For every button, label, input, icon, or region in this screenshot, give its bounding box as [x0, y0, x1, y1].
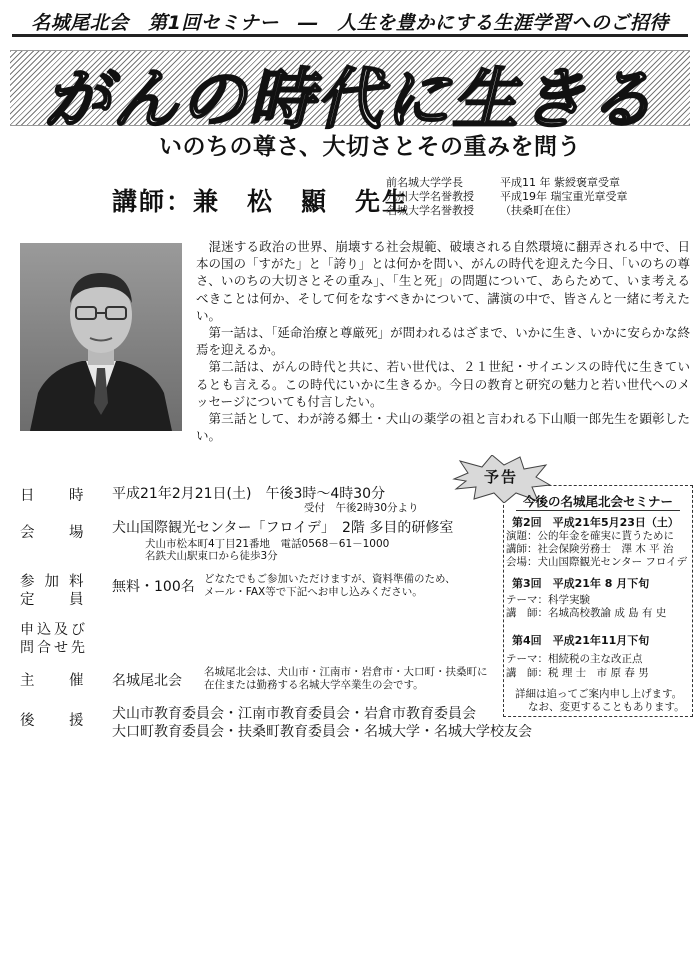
date-label: 日 時	[20, 488, 94, 504]
venue-name: 犬山国際観光センター「フロイデ」 2階 多目的研修室	[112, 520, 454, 536]
seminar-2-venue: 会場：犬山国際観光センター フロイデ	[506, 556, 688, 568]
intro-text	[196, 238, 690, 444]
fee-value: 無料・100名	[112, 579, 195, 595]
preview-title: 今後の名城尾北会セミナー	[522, 494, 673, 509]
seminar-3-speaker: 講 師：名城高校教諭 成 島 有 史	[506, 607, 667, 619]
lecturer-award: （扶桑町在住）	[500, 204, 577, 217]
lecturer-title: 前名城大学学長	[386, 176, 463, 189]
header-line: 名城尾北会 第1回セミナー ― 人生を豊かにする生涯学習へのご招待	[31, 12, 669, 34]
seminar-3-heading: 第3回 平成21年 8 月下旬	[512, 577, 650, 590]
preview-title-rule	[516, 510, 680, 511]
seminar-4-speaker: 講 師：税 理 士 市 原 春 男	[506, 667, 649, 679]
intro-paragraph: 第二話は、がんの時代と共に、若い世代は、２１世紀・サイエンスの時代に生きているとも言える。この時代にいかに生きるか。今日の教育と研究の魅力と若い世代へのメッセージについても付言したい。	[196, 359, 690, 409]
lecturer-title: 九州大学名誉教授	[386, 190, 474, 203]
reception-time: 受付 午後2時30分より	[304, 502, 419, 514]
preview-note: なお、変更することもあります。	[528, 701, 685, 713]
event-date: 平成21年2月21日(土) 午後3時～4時30分	[112, 486, 386, 502]
intro-paragraph: 第三話として、わが誇る郷土・犬山の薬学の祖と言われる下山順一郎先生を顕彰したい。	[196, 411, 690, 444]
lecturer-photo	[20, 243, 182, 431]
apply-label	[20, 621, 88, 657]
fee-note: どなたでもご参加いただけますが、資料準備のため、	[204, 573, 456, 585]
preview-note: 詳細は追ってご案内申し上げます。	[515, 688, 683, 700]
seminar-2-speaker: 講師：社会保険労務士 澤 木 平 治	[506, 543, 674, 555]
subtitle: いのちの尊さ、大切さとその重みを問う	[158, 134, 582, 160]
venue-address: 犬山市松本町4丁目21番地 電話0568－61－1000	[145, 538, 390, 550]
capacity-label: 定 員	[20, 592, 94, 608]
host-note: 名城尾北会は、犬山市・江南市・岩倉市・大口町・扶桑町に	[204, 666, 488, 678]
intro-paragraph: 第一話は、「延命治療と尊厳死」が問われるはざまで、いかに生き、いかに安らかな終焉を迎えるか。	[196, 325, 690, 358]
seminar-2-topic: 演題：公的年金を確実に貰うために	[506, 530, 674, 542]
seminar-3-theme: テーマ：科学実験	[506, 594, 590, 606]
seminar-2-heading: 第2回 平成21年5月23日（土）	[512, 516, 679, 529]
lecturer-awards	[500, 176, 628, 218]
support-line: 大口町教育委員会・扶桑町教育委員会・名城大学・名城大学校友会	[112, 724, 532, 740]
portrait-image	[20, 243, 182, 431]
venue-label: 会 場	[20, 525, 94, 541]
host-note: 在住または勤務する名城大学卒業生の会です。	[204, 679, 424, 691]
apply-label-line: 問合せ先	[20, 640, 88, 656]
fee-note: メール・FAX等で下記へお申し込みください。	[204, 586, 423, 598]
venue-access: 名鉄犬山駅東口から徒歩3分	[145, 550, 278, 562]
lecturer-titles	[386, 176, 474, 218]
preview-badge: 予告	[484, 468, 519, 486]
apply-label-line: 申込及び	[20, 622, 88, 638]
fee-label: 参加料	[20, 574, 94, 590]
seminar-4-theme: テーマ：相続税の主な改正点	[506, 653, 643, 665]
intro-paragraph: 混迷する政治の世界、崩壊する社会規範、破壊される自然環境に翻弄される中で、日本の国の「すがた」と「誇り」とは何かを問い、がんの時代を迎えた今日、「いのちの尊さ、いのちの大切さとその重み」、「生と死」の問題について、あらためて、いま考えるべきことは何か、そして何をなすべきかについて、講演の中で、皆さんと一緒に考えたい。	[196, 239, 690, 323]
header-rule	[12, 34, 688, 37]
host-name: 名城尾北会	[112, 673, 182, 689]
support-label: 後 援	[20, 713, 94, 729]
lecturer-award: 平成19年 瑞宝重光章受章	[500, 190, 628, 203]
lecturer-title: 名城大学名誉教授	[386, 204, 474, 217]
seminar-4-heading: 第4回 平成21年11月下旬	[512, 634, 650, 647]
main-title: がんの時代に生きる	[44, 61, 656, 138]
lecturer-award: 平成11 年 紫綬褒章受章	[500, 176, 620, 189]
host-label: 主 催	[20, 673, 94, 689]
support-line: 犬山市教育委員会・江南市教育委員会・岩倉市教育委員会	[112, 706, 476, 722]
lecturer-name: 講師：兼 松 顯 先生	[112, 187, 410, 216]
